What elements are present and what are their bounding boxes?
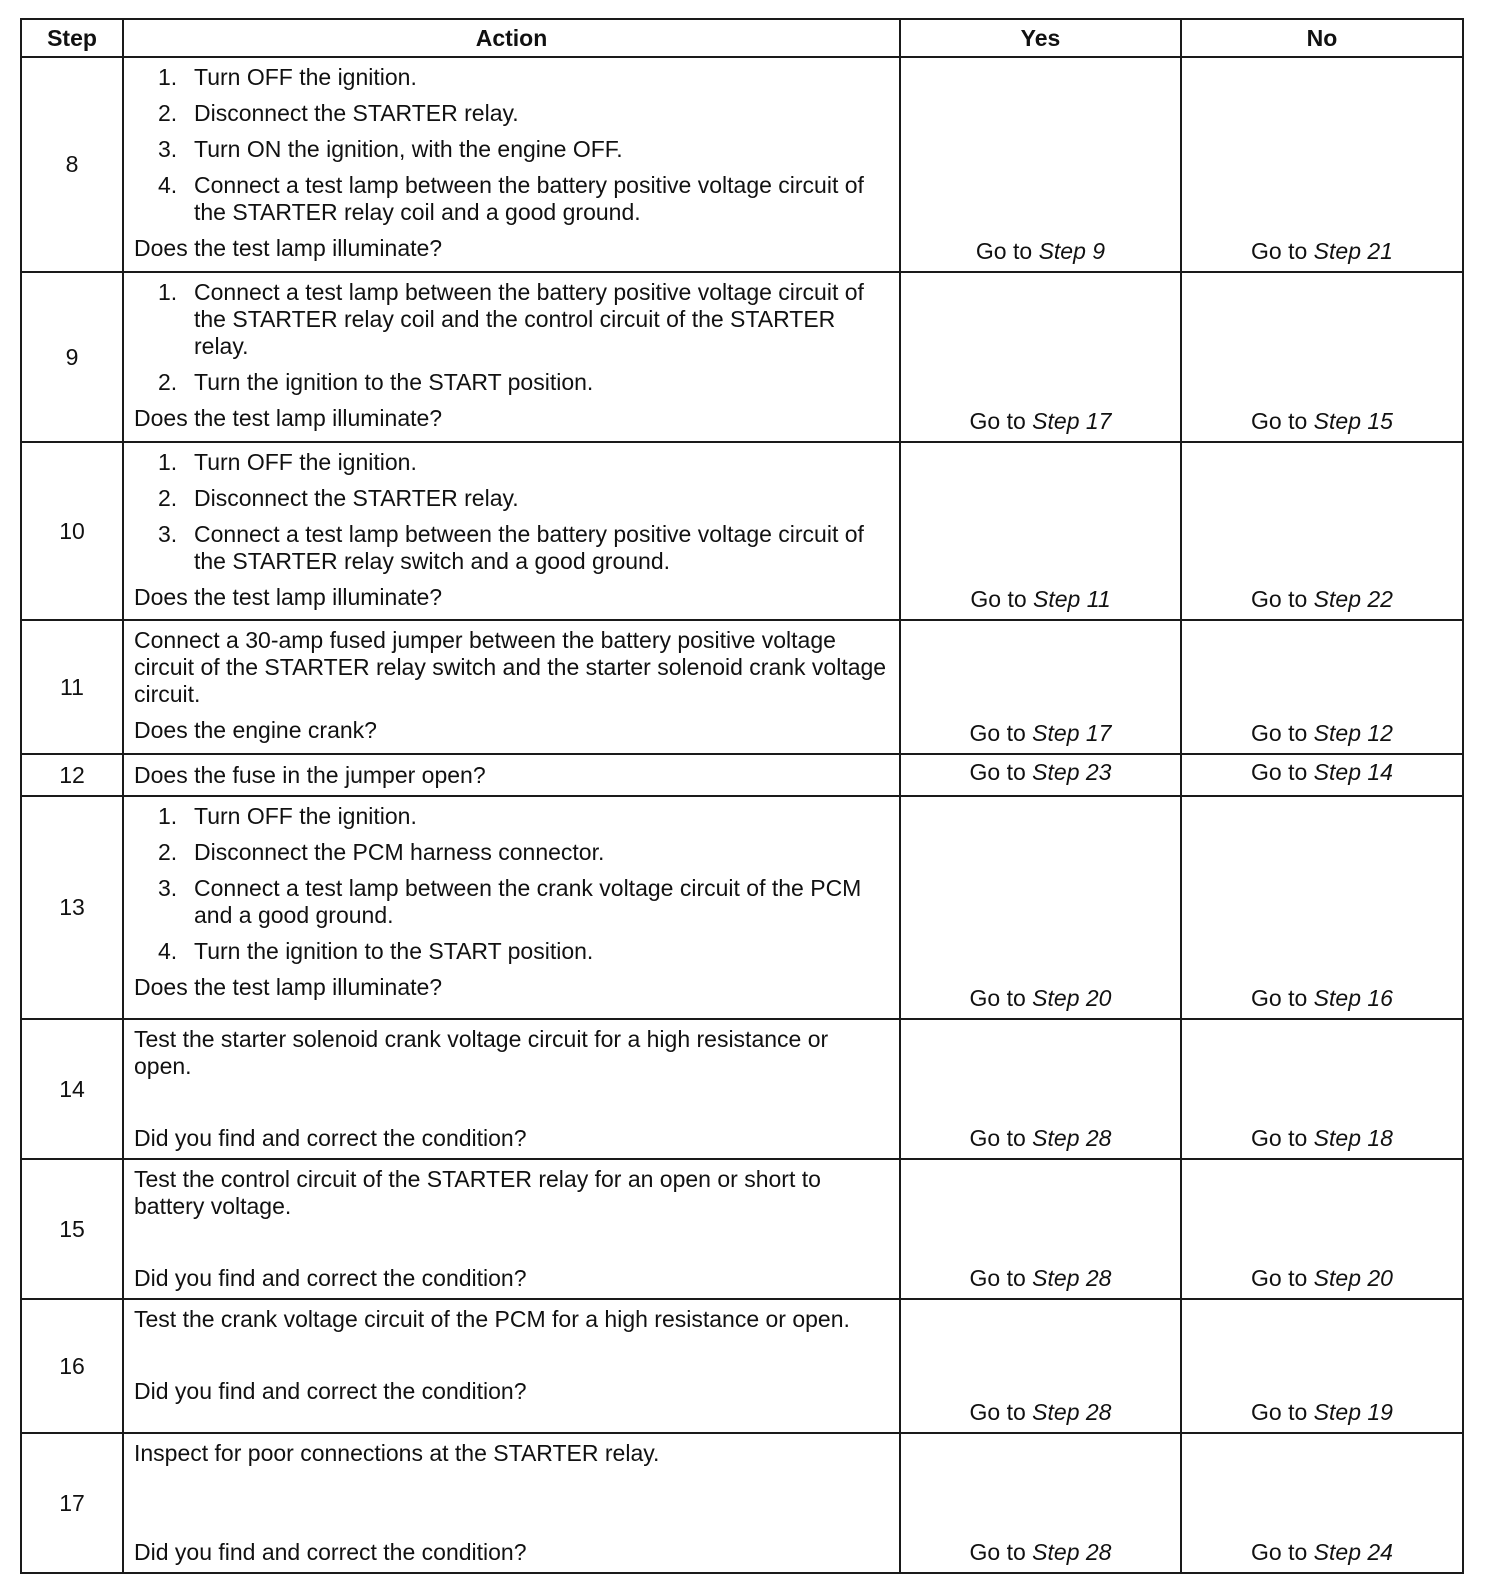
step-number: 10 <box>21 442 123 620</box>
action-text: Inspect for poor connections at the STARTER relay. <box>134 1440 660 1466</box>
item-text: Disconnect the PCM harness connector. <box>194 839 605 865</box>
table-row <box>21 620 1463 754</box>
item-text: Connect a test lamp between the battery positive voltage circuit of the STARTER relay coil and a good ground. <box>194 172 864 225</box>
table-row <box>21 57 1463 272</box>
action-cell <box>123 57 900 272</box>
go-to-label: Go to <box>969 720 1026 746</box>
step-reference: Step 11 <box>1033 586 1111 612</box>
step-number: 9 <box>21 272 123 442</box>
step-reference: Step 28 <box>1032 1539 1112 1565</box>
step-reference: Step 22 <box>1313 586 1393 612</box>
table-row <box>21 1159 1463 1299</box>
list-item <box>134 803 889 830</box>
action-text: Test the control circuit of the STARTER relay for an open or short to battery voltage. <box>134 1166 821 1219</box>
no-result <box>1181 796 1463 1019</box>
question-text: Does the test lamp illuminate? <box>134 235 443 261</box>
item-text: Disconnect the STARTER relay. <box>194 100 519 126</box>
step-reference: Step 15 <box>1313 408 1393 434</box>
go-to-label: Go to <box>1251 586 1308 612</box>
step-reference: Step 28 <box>1032 1399 1112 1425</box>
step-reference: Step 14 <box>1313 758 1393 785</box>
step-number: 16 <box>21 1299 123 1433</box>
yes-result <box>900 1299 1181 1433</box>
list-item <box>134 938 889 965</box>
question-text: Does the test lamp illuminate? <box>134 584 443 610</box>
question-text: Does the test lamp illuminate? <box>134 974 443 1000</box>
item-text: Turn OFF the ignition. <box>194 449 417 475</box>
item-number: 1. <box>158 803 178 829</box>
action-cell <box>123 620 900 754</box>
go-to-label: Go to <box>969 1125 1026 1151</box>
step-reference: Step 20 <box>1032 985 1112 1011</box>
question-text: Did you find and correct the condition? <box>134 1378 527 1404</box>
list-item <box>134 369 889 396</box>
go-to-label: Go to <box>1251 720 1308 746</box>
spacer <box>134 1342 889 1378</box>
question-text: Does the fuse in the jumper open? <box>134 761 486 788</box>
go-to-label: Go to <box>1251 408 1308 434</box>
spacer <box>134 1476 889 1539</box>
yes-result <box>900 442 1181 620</box>
step-number: 11 <box>21 620 123 754</box>
question-text: Does the engine crank? <box>134 717 377 743</box>
table-row <box>21 1019 1463 1159</box>
table-row <box>21 1299 1463 1433</box>
no-result <box>1181 442 1463 620</box>
step-reference: Step 23 <box>1032 758 1112 785</box>
action-cell <box>123 442 900 620</box>
action-cell <box>123 754 900 796</box>
action-steps <box>134 279 889 396</box>
no-result <box>1181 1299 1463 1433</box>
go-to-label: Go to <box>969 985 1026 1011</box>
yes-result <box>900 272 1181 442</box>
list-item <box>134 136 889 163</box>
item-number: 1. <box>158 279 178 305</box>
go-to-label: Go to <box>1251 238 1308 264</box>
no-result <box>1181 754 1463 796</box>
item-text: Turn the ignition to the START position. <box>194 369 594 395</box>
go-to-label: Go to <box>969 1265 1026 1291</box>
list-item <box>134 485 889 512</box>
item-text: Disconnect the STARTER relay. <box>194 485 519 511</box>
table-row <box>21 1433 1463 1573</box>
go-to-label: Go to <box>969 408 1026 434</box>
action-steps <box>134 449 889 575</box>
header-action: Action <box>123 19 900 57</box>
step-number: 14 <box>21 1019 123 1159</box>
item-text: Connect a test lamp between the battery positive voltage circuit of the STARTER relay switch and a good ground. <box>194 521 864 574</box>
step-reference: Step 28 <box>1032 1265 1112 1291</box>
step-reference: Step 18 <box>1313 1125 1393 1151</box>
no-result <box>1181 620 1463 754</box>
step-reference: Step 17 <box>1032 720 1112 746</box>
action-cell <box>123 1019 900 1159</box>
list-item <box>134 521 889 575</box>
item-number: 1. <box>158 64 178 90</box>
table-row <box>21 272 1463 442</box>
yes-result <box>900 796 1181 1019</box>
go-to-label: Go to <box>970 586 1027 612</box>
step-reference: Step 9 <box>1038 238 1106 264</box>
step-reference: Step 17 <box>1032 408 1112 434</box>
go-to-label: Go to <box>1251 1539 1308 1565</box>
action-cell <box>123 272 900 442</box>
action-cell <box>123 1433 900 1573</box>
step-reference: Step 20 <box>1313 1265 1393 1291</box>
item-number: 2. <box>158 369 178 395</box>
yes-result <box>900 1433 1181 1573</box>
diagnostic-table <box>20 18 1464 1574</box>
no-result <box>1181 1433 1463 1573</box>
yes-result <box>900 57 1181 272</box>
yes-result <box>900 620 1181 754</box>
list-item <box>134 172 889 226</box>
go-to-label: Go to <box>975 238 1033 264</box>
no-result <box>1181 1019 1463 1159</box>
list-item <box>134 449 889 476</box>
step-reference: Step 19 <box>1313 1399 1393 1425</box>
action-text: Test the crank voltage circuit of the PCM for a high resistance or open. <box>134 1306 850 1332</box>
list-item <box>134 100 889 127</box>
step-reference: Step 12 <box>1313 720 1393 746</box>
item-text: Turn OFF the ignition. <box>194 64 417 90</box>
header-row <box>21 19 1463 57</box>
step-reference: Step 16 <box>1313 985 1393 1011</box>
question-text: Does the test lamp illuminate? <box>134 405 443 431</box>
go-to-label: Go to <box>1251 1399 1308 1425</box>
step-number: 8 <box>21 57 123 272</box>
go-to-label: Go to <box>1251 1125 1308 1151</box>
table-row <box>21 754 1463 796</box>
item-text: Connect a test lamp between the battery positive voltage circuit of the STARTER relay coil and the control circuit of the STARTER relay. <box>194 279 864 359</box>
yes-result <box>900 1019 1181 1159</box>
action-text: Test the starter solenoid crank voltage circuit for a high resistance or open. <box>134 1026 829 1079</box>
step-number: 13 <box>21 796 123 1019</box>
no-result <box>1181 57 1463 272</box>
table-row <box>21 796 1463 1019</box>
header-no: No <box>1181 19 1463 57</box>
action-text: Connect a 30-amp fused jumper between the battery positive voltage circuit of the STARTER relay switch and the starter solenoid crank voltage circuit. <box>134 627 887 707</box>
item-number: 2. <box>158 485 178 511</box>
action-cell <box>123 796 900 1019</box>
item-text: Turn ON the ignition, with the engine OFF. <box>194 136 623 162</box>
no-result <box>1181 1159 1463 1299</box>
item-number: 2. <box>158 100 178 126</box>
step-number: 15 <box>21 1159 123 1299</box>
go-to-label: Go to <box>969 758 1026 785</box>
go-to-label: Go to <box>969 1539 1026 1565</box>
step-number: 17 <box>21 1433 123 1573</box>
item-number: 2. <box>158 839 178 865</box>
item-text: Connect a test lamp between the crank voltage circuit of the PCM and a good ground. <box>194 875 862 928</box>
step-reference: Step 24 <box>1313 1539 1393 1565</box>
go-to-label: Go to <box>1251 985 1308 1011</box>
question-text: Did you find and correct the condition? <box>134 1265 527 1291</box>
list-item <box>134 64 889 91</box>
step-reference: Step 21 <box>1313 238 1393 264</box>
item-text: Turn OFF the ignition. <box>194 803 417 829</box>
item-number: 4. <box>158 172 178 198</box>
action-cell <box>123 1159 900 1299</box>
item-text: Turn the ignition to the START position. <box>194 938 594 964</box>
item-number: 3. <box>158 521 178 547</box>
step-number: 12 <box>21 754 123 796</box>
item-number: 1. <box>158 449 178 475</box>
go-to-label: Go to <box>1251 1265 1308 1291</box>
item-number: 4. <box>158 938 178 964</box>
question-text: Did you find and correct the condition? <box>134 1539 527 1565</box>
yes-result <box>900 1159 1181 1299</box>
list-item <box>134 875 889 929</box>
action-cell <box>123 1299 900 1433</box>
table-row <box>21 442 1463 620</box>
action-steps <box>134 64 889 226</box>
step-reference: Step 28 <box>1032 1125 1112 1151</box>
header-yes: Yes <box>900 19 1181 57</box>
go-to-label: Go to <box>1251 758 1308 785</box>
no-result <box>1181 272 1463 442</box>
question-text: Did you find and correct the condition? <box>134 1125 527 1151</box>
header-step: Step <box>21 19 123 57</box>
action-steps <box>134 803 889 965</box>
item-number: 3. <box>158 875 178 901</box>
item-number: 3. <box>158 136 178 162</box>
list-item <box>134 279 889 360</box>
go-to-label: Go to <box>969 1399 1026 1425</box>
spacer <box>134 1229 889 1265</box>
list-item <box>134 839 889 866</box>
yes-result <box>900 754 1181 796</box>
spacer <box>134 1089 889 1125</box>
